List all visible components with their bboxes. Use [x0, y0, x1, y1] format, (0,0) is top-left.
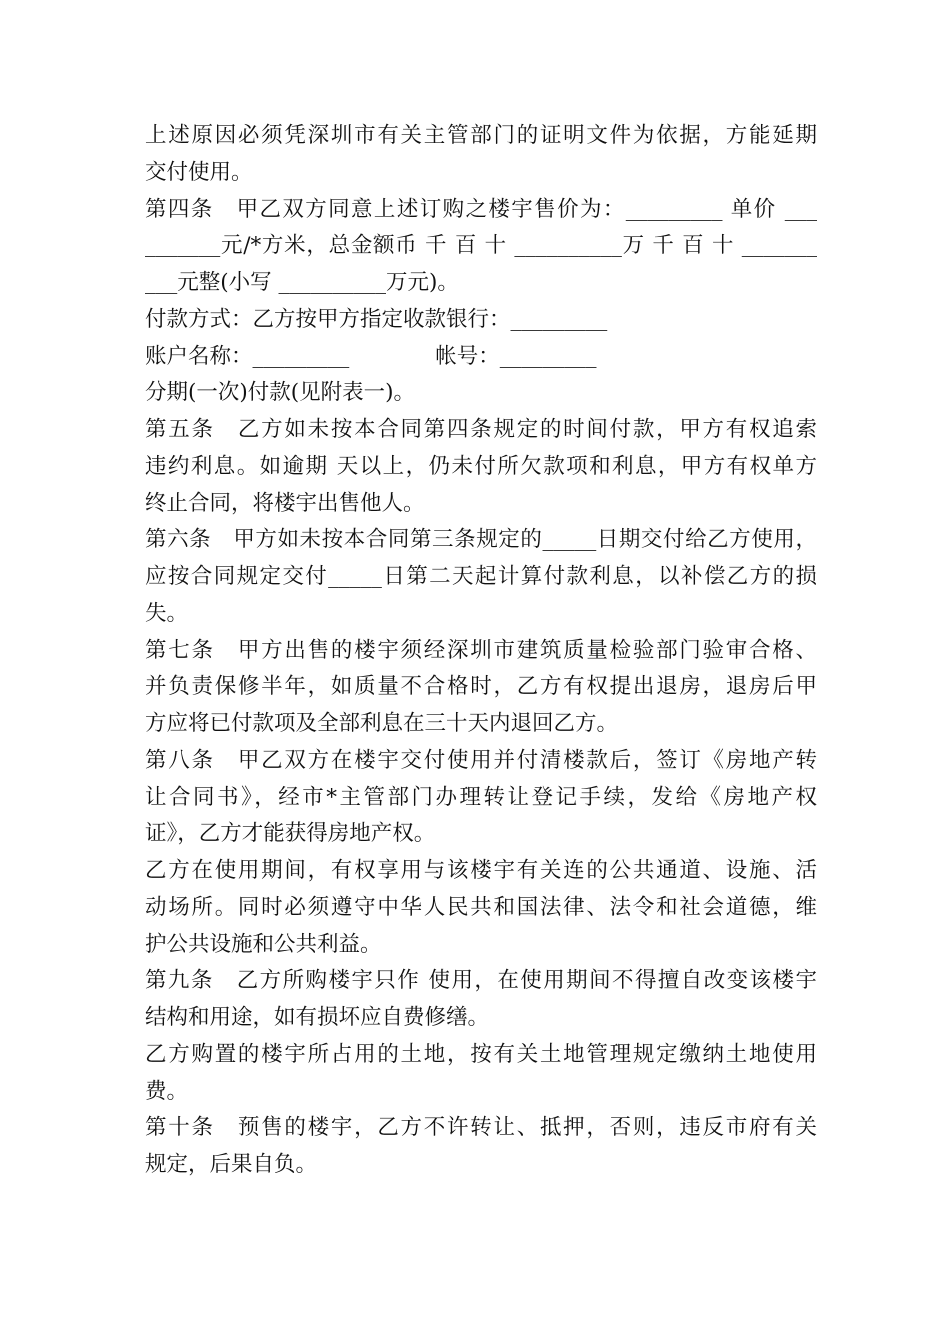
text-line: 交付使用。: [145, 159, 253, 185]
text-line: 终止合同，将楼宇出售他人。: [145, 490, 425, 516]
text-line: 账户名称：_________ 帐号：_________: [145, 343, 597, 369]
text-line: 乙方购置的楼宇所占用的土地，按有关土地管理规定缴纳土地使用: [145, 1041, 817, 1067]
text-line: 第六条 甲方如未按本合同第三条规定的_____日期交付给乙方使用，: [145, 527, 817, 553]
text-line: 第四条 甲乙双方同意上述订购之楼宇售价为：_________ 单价 ___: [145, 196, 817, 222]
text-line: 违约利息。如逾期 天以上，仍未付所欠款项和利息，甲方有权单方: [145, 453, 817, 479]
text-line: 费。: [145, 1078, 189, 1104]
contract-body: [145, 118, 817, 1184]
text-line: 上述原因必须凭深圳市有关主管部门的证明文件为依据，方能延期: [145, 123, 817, 148]
text-line: 证》，乙方才能获得房地产权。: [145, 821, 436, 847]
text-line: 失。: [145, 600, 189, 626]
text-line: 方应将已付款项及全部利息在三十天内退回乙方。: [145, 711, 619, 736]
text-line: 并负责保修半年，如质量不合格时，乙方有权提出退房，退房后甲: [145, 674, 817, 700]
text-line: ___元整(小写 __________万元)。: [145, 270, 459, 295]
text-line: 第十条 预售的楼宇，乙方不许转让、抵押，否则，违反市府有关: [145, 1115, 817, 1141]
text-line: 乙方在使用期间，有权享用与该楼宇有关连的公共通道、设施、活: [145, 858, 817, 883]
text-line: 第七条 甲方出售的楼宇须经深圳市建筑质量检验部门验审合格、: [145, 637, 817, 663]
text-line: 应按合同规定交付_____日第二天起计算付款利息，以补偿乙方的损: [145, 564, 817, 589]
text-line: 结构和用途，如有损坏应自费修缮。: [145, 1005, 490, 1030]
text-line: _______元/*方米，总金额币 千 百 十 __________万 千 百 十 _______: [145, 233, 817, 259]
text-line: 让合同书》，经市*主管部门办理转让登记手续，发给《房地产权: [145, 784, 817, 810]
text-line: 分期(一次)付款(见附表一)。: [145, 380, 416, 406]
text-line: 动场所。同时必须遵守中华人民共和国法律、法令和社会道德，维: [145, 894, 817, 920]
text-line: 护公共设施和公共利益。: [145, 931, 382, 957]
text-line: 第八条 甲乙双方在楼宇交付使用并付清楼款后，签订《房地产转: [145, 747, 817, 773]
text-line: 规定，后果自负。: [145, 1152, 318, 1177]
text-line: 第五条 乙方如未按本合同第四条规定的时间付款，甲方有权追索: [145, 417, 817, 442]
text-line: 第九条 乙方所购楼宇只作 使用，在使用期间不得擅自改变该楼宇: [145, 968, 817, 994]
text-line: 付款方式：乙方按甲方指定收款银行：_________: [145, 306, 608, 332]
